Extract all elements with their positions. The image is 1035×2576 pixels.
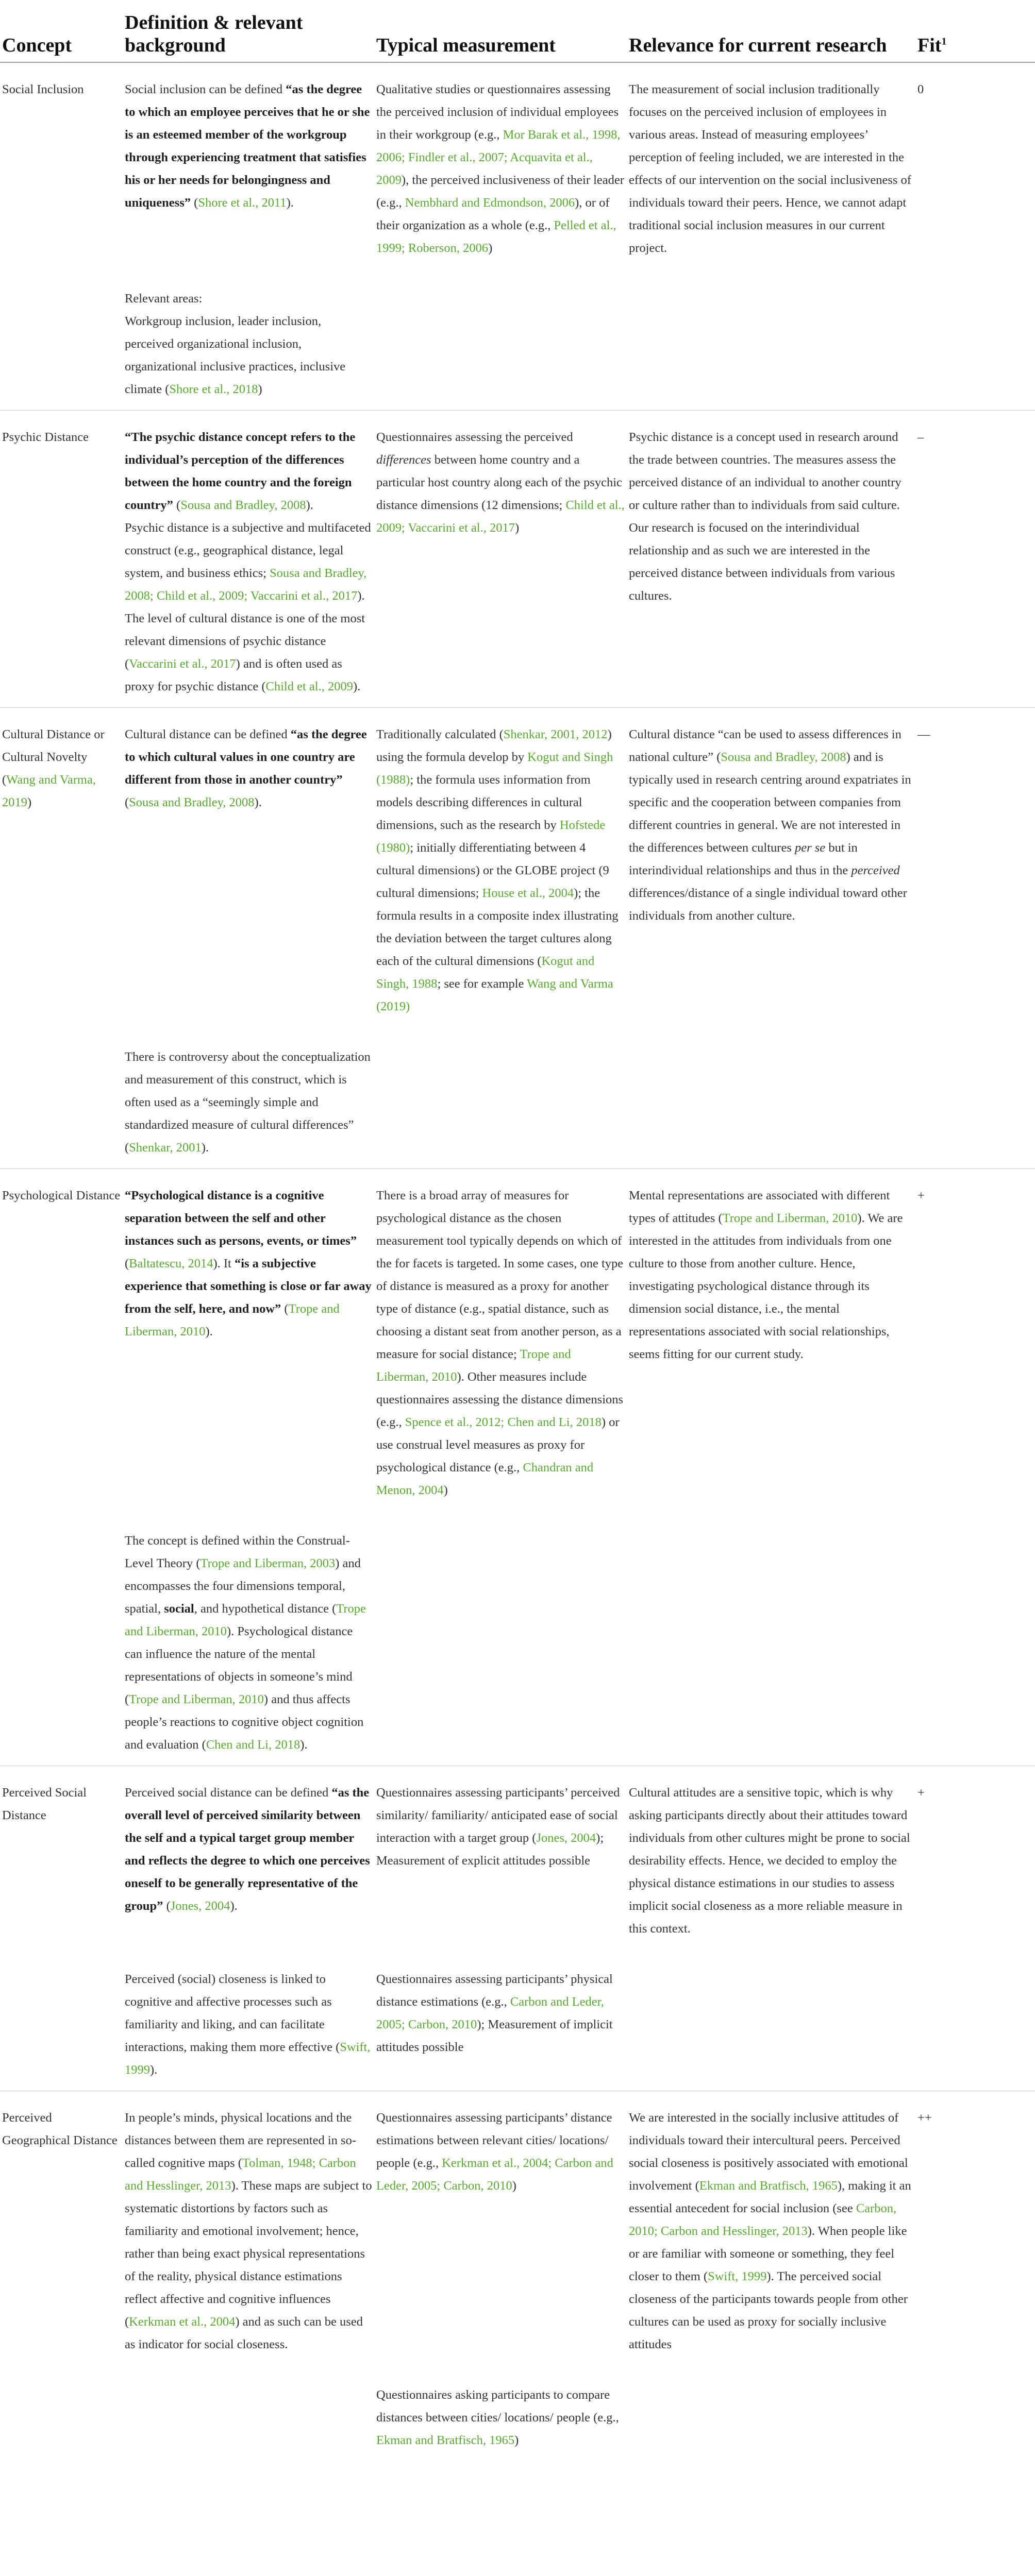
header-fit: Fit$^1$ — [915, 4, 1035, 62]
concept-cell: Perceived Geographical Distance — [0, 2091, 123, 2366]
header-concept: Concept — [0, 4, 123, 62]
relevance-cell: Psychic distance is a concept used in research around the trade between countries. The measures assess the perceived distance of an individual to another country or culture rather than to individuals from said culture. Our research is focused on the interindividual relationship and as such we are interested in the perceived distance between individuals from various cultures. — [627, 411, 915, 708]
table-row — [0, 62, 1035, 269]
table-row-continuation — [0, 1511, 1035, 1766]
definition-cell: “Psychological distance is a cognitive separation between the self and other instances such as persons, events, or times” (Baltatescu, 2014). It “is a subjective experience that something is close or far away from the self, here, and now” (Trope and Liberman, 2010). — [123, 1169, 374, 1512]
table-row-continuation — [0, 1950, 1035, 2091]
concept-cell: Cultural Distance or Cultural Novelty (Wang and Varma, 2019) — [0, 708, 123, 1028]
relevance-cell: Mental representations are associated with different types of attitudes (Trope and Liberman, 2010). We are interested in the attitudes from individuals from one culture to those from another culture. Hence, investigating psychological distance through its dimension social distance, i.e., the mental representations associated with social relationships, seems fitting for our current study. — [627, 1169, 915, 1512]
definition-cell-extra: The concept is defined within the Construal-Level Theory (Trope and Liberman, 2003) and encompasses the four dimensions temporal, spatial, social, and hypothetical distance (Trope and Liberman, 2010). Psychological distance can influence the nature of the mental representations of objects in someone’s mind (Trope and Liberman, 2010) and thus affects people’s reactions to cognitive object cognition and evaluation (Chen and Li, 2018). — [125, 1534, 366, 1752]
fit-cell: – — [915, 411, 1035, 708]
table-row — [0, 1169, 1035, 1512]
measurement-cell: Traditionally calculated (Shenkar, 2001, 2012) using the formula develop by Kogut and Singh (1988); the formula uses information from models describing differences in cultural dimensions, such as the research by Hofstede (1980); initially differentiating between 4 cultural dimensions) or the GLOBE project (9 cultural dimensions; House et al., 2004); the formula results in a composite index illustrating the deviation between the target cultures along each of the cultural dimensions (Kogut and Singh, 1988; see for example Wang and Varma (2019) — [374, 708, 627, 1028]
concept-cell: Psychic Distance — [0, 411, 123, 708]
fit-cell: ++ — [915, 2091, 1035, 2366]
measurement-cell: There is a broad array of measures for psychological distance as the chosen measurement tool typically depends on which of the for facets is targeted. In some cases, one type of distance is measured as a proxy for another type of distance (e.g., spatial distance, such as choosing a distant seat from another person, as a measure for social distance; Trope and Liberman, 2010). Other measures include questionnaires assessing the distance dimensions (e.g., Spence et al., 2012; Chen and Li, 2018) or use construal level measures as proxy for psychological distance (e.g., Chandran and Menon, 2004) — [374, 1169, 627, 1512]
definition-cell: In people’s minds, physical locations and the distances between them are represented in so-called cognitive maps (Tolman, 1948; Carbon and Hesslinger, 2013). These maps are subject to systematic distortions by factors such as familiarity and emotional involvement; hence, rather than being exact physical representations of the reality, physical distance estimations reflect affective and cognitive influences (Kerkman et al., 2004) and as such can be used as indicator for social closeness. — [123, 2091, 374, 2366]
fit-cell: 0 — [917, 82, 924, 96]
relevance-cell: The measurement of social inclusion traditionally focuses on the perceived inclusion of employees in various areas. Instead of measuring employees’ perception of feeling included, we are interested in the effects of our intervention on the social inclusiveness of individuals toward their peers. Hence, we cannot adapt traditional social inclusion measures in our current project. — [629, 82, 911, 255]
measurement-cell-extra: Questionnaires assessing participants’ physical distance estimations (e.g., Carbon and Leder, 2005; Carbon, 2010); Measurement of implicit attitudes possible — [376, 1972, 613, 2054]
header-measurement: Typical measurement — [374, 4, 627, 62]
relevance-cell: Cultural distance “can be used to assess differences in national culture” (Sousa and Bradley, 2008) and is typically used in research centring around expatriates in specific and the cooperation between companies from different countries in general. We are not interested in the differences between cultures per se but in interindividual relationships and thus in the perceived differences/distance of a single individual toward other individuals from another culture. — [627, 708, 915, 1028]
definition-cell: “The psychic distance concept refers to the individual’s perception of the differences between the home country and the foreign country” (Sousa and Bradley, 2008). Psychic distance is a subjective and multifaceted construct (e.g., geographical distance, legal system, and business ethics; Sousa and Bradley, 2008; Child et al., 2009; Vaccarini et al., 2017). The level of cultural distance is one of the most relevant dimensions of psychic distance (Vaccarini et al., 2017) and is often used as proxy for psychic distance (Child et al., 2009). — [123, 411, 374, 708]
table-row-continuation — [0, 269, 1035, 411]
relevance-cell: Cultural attitudes are a sensitive topic, which is why asking participants directly about their attitudes toward individuals from other cultures might be prone to social desirability effects. Hence, we decided to employ the physical distance estimations in our studies to assess implicit social closeness as a more reliable measure in this context. — [627, 1766, 915, 1950]
measurement-cell: Qualitative studies or questionnaires assessing the perceived inclusion of individual employees in their workgroup (e.g., Mor Barak et al., 1998, 2006; Findler et al., 2007; Acquavita et al., 2009), the perceived inclusiveness of their leader (e.g., Nembhard and Edmondson, 2006), or of their organization as a whole (e.g., Pelled et al., 1999; Roberson, 2006) — [376, 82, 624, 255]
fit-cell: + — [915, 1766, 1035, 1950]
header-relevance: Relevance for current research — [627, 4, 915, 62]
table-row-continuation — [0, 2365, 1035, 2461]
definition-cell: Perceived social distance can be defined “as the overall level of perceived similarity between the self and a typical target group member and reflects the degree to which one perceives oneself to be generally representative of the group” (Jones, 2004). — [123, 1766, 374, 1950]
measurement-cell: Questionnaires assessing participants’ distance estimations between relevant cities/ locations/ people (e.g., Kerkman et al., 2004; Carbon and Leder, 2005; Carbon, 2010) — [374, 2091, 627, 2366]
concept-cell: Perceived Social Distance — [0, 1766, 123, 1950]
concept-cell: Social Inclusion — [2, 82, 84, 96]
definition-cell: Social inclusion can be defined “as the degree to which an employee perceives that he or she is an esteemed member of the workgroup through experiencing treatment that satisfies his or her needs for belongingness and uniqueness” (Shore et al., 2011). — [125, 82, 370, 210]
measurement-cell-extra: Questionnaires asking participants to compare distances between cities/ locations/ people (e.g., Ekman and Bratfisch, 1965) — [376, 2388, 619, 2447]
table-row — [0, 1766, 1035, 1950]
concept-cell: Psychological Distance — [0, 1169, 123, 1512]
table-row — [0, 411, 1035, 708]
definition-cell-extra: There is controversy about the conceptualization and measurement of this construct, which is often used as a “seemingly simple and standardized measure of cultural differences” (Shenkar, 2001). — [125, 1050, 371, 1155]
header-definition: Definition & relevant background — [123, 4, 374, 62]
table-row — [0, 708, 1035, 1028]
fit-cell: + — [915, 1169, 1035, 1512]
table-row — [0, 2091, 1035, 2366]
definition-cell-extra: Relevant areas: Workgroup inclusion, leader inclusion, perceived organizational inclusion, organizational inclusive practices, inclusive climate (Shore et al., 2018) — [125, 292, 346, 396]
fit-cell: –– — [915, 708, 1035, 1028]
relevance-cell: We are interested in the socially inclusive attitudes of individuals toward their intercultural peers. Perceived social closeness is positively associated with emotional involvement (Ekman and Bratfisch, 1965), making it an essential antecedent for social inclusion (see Carbon, 2010; Carbon and Hesslinger, 2013). When people like or are familiar with someone or something, they feel closer to them (Swift, 1999). The perceived social closeness of the participants towards people from other cultures can be used as proxy for socially inclusive attitudes — [627, 2091, 915, 2366]
concept-comparison-table — [0, 4, 1035, 2461]
table-row-continuation — [0, 1027, 1035, 1169]
definition-cell: Cultural distance can be defined “as the degree to which cultural values in one country are different from those in another country” (Sousa and Bradley, 2008). — [123, 708, 374, 1028]
table-header-row — [0, 4, 1035, 62]
definition-cell-extra: Perceived (social) closeness is linked to cognitive and affective processes such as familiarity and liking, and can facilitate interactions, making them more effective (Swift, 1999). — [125, 1972, 371, 2077]
measurement-cell: Questionnaires assessing the perceived differences between home country and a particular host country along each of the psychic distance dimensions (12 dimensions; Child et al., 2009; Vaccarini et al., 2017) — [374, 411, 627, 708]
measurement-cell: Questionnaires assessing participants’ perceived similarity/ familiarity/ anticipated ease of social interaction with a target group (Jones, 2004); Measurement of explicit attitudes possible — [374, 1766, 627, 1950]
